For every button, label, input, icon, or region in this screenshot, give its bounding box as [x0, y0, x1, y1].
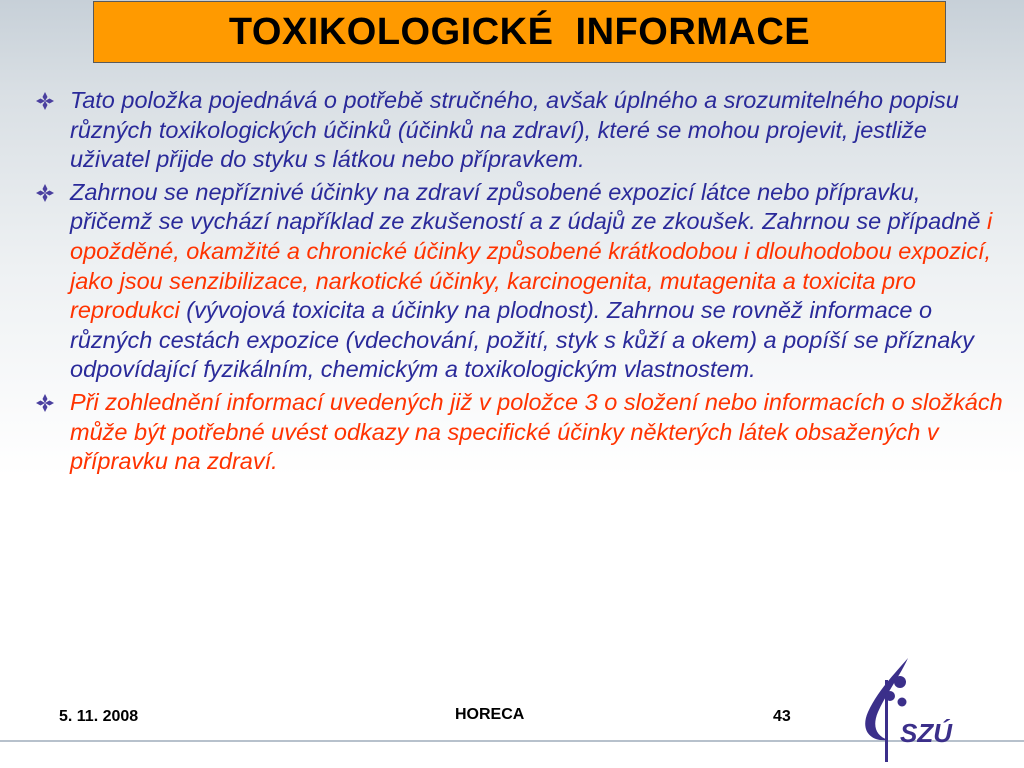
content-area: [30, 86, 1005, 480]
bullet-text-2-highlight: i opožděné, okamžité a chronické účinky způsobené krátkodobou i dlouhodobou expozicí, jako jsou senzibilizace, narkotické účinky, karcinogenita, mutagenita a toxicita pro reprodukci: [70, 208, 993, 324]
footer-title: HORECA: [455, 706, 525, 723]
diamond-bullet-icon: [34, 394, 56, 412]
diamond-bullet-icon: [34, 184, 56, 202]
logo-text: SZÚ: [900, 718, 952, 748]
slide-title: TOXIKOLOGICKÉ INFORMACE: [228, 10, 811, 53]
page-number: 43: [773, 708, 791, 725]
bullet-item-2: [30, 178, 1005, 385]
szu-logo-icon: [838, 650, 978, 762]
footer-date: 5. 11. 2008: [59, 708, 139, 725]
bullet-item-3: [30, 388, 1005, 477]
bullet-text-2b: (vývojová toxicita a účinky na plodnost). Zahrnou se rovněž informace o různých cestách expozice (vdechování, požití, styk s kůží a okem) a popíší se příznaky odpovídající fyzikálním, chemickým a toxikologickým vlastnostem.: [70, 297, 974, 383]
bullet-text-3: Při zohlednění informací uvedených již v položce 3 o složení nebo informacích o složkách může být potřebné uvést odkazy na specifické účinky některých látek obsažených v přípravku na zdraví.: [70, 388, 1003, 475]
bullet-text-2a: Zahrnou se nepříznivé účinky na zdraví způsobené expozicí látce nebo přípravku, přičemž se vychází například ze zkušeností a z údajů ze zkoušek. Zahrnou se případně: [70, 178, 987, 235]
bullet-item-1: [30, 86, 1005, 175]
bullet-text-1: Tato položka pojednává o potřebě stručného, avšak úplného a srozumitelného popisu různých toxikologických účinků (účinků na zdraví), které se mohou projevit, jestliže uživatel přijde do styku s látkou nebo přípravkem.: [70, 87, 959, 173]
title-box: [93, 1, 946, 63]
diamond-bullet-icon: [34, 92, 56, 110]
